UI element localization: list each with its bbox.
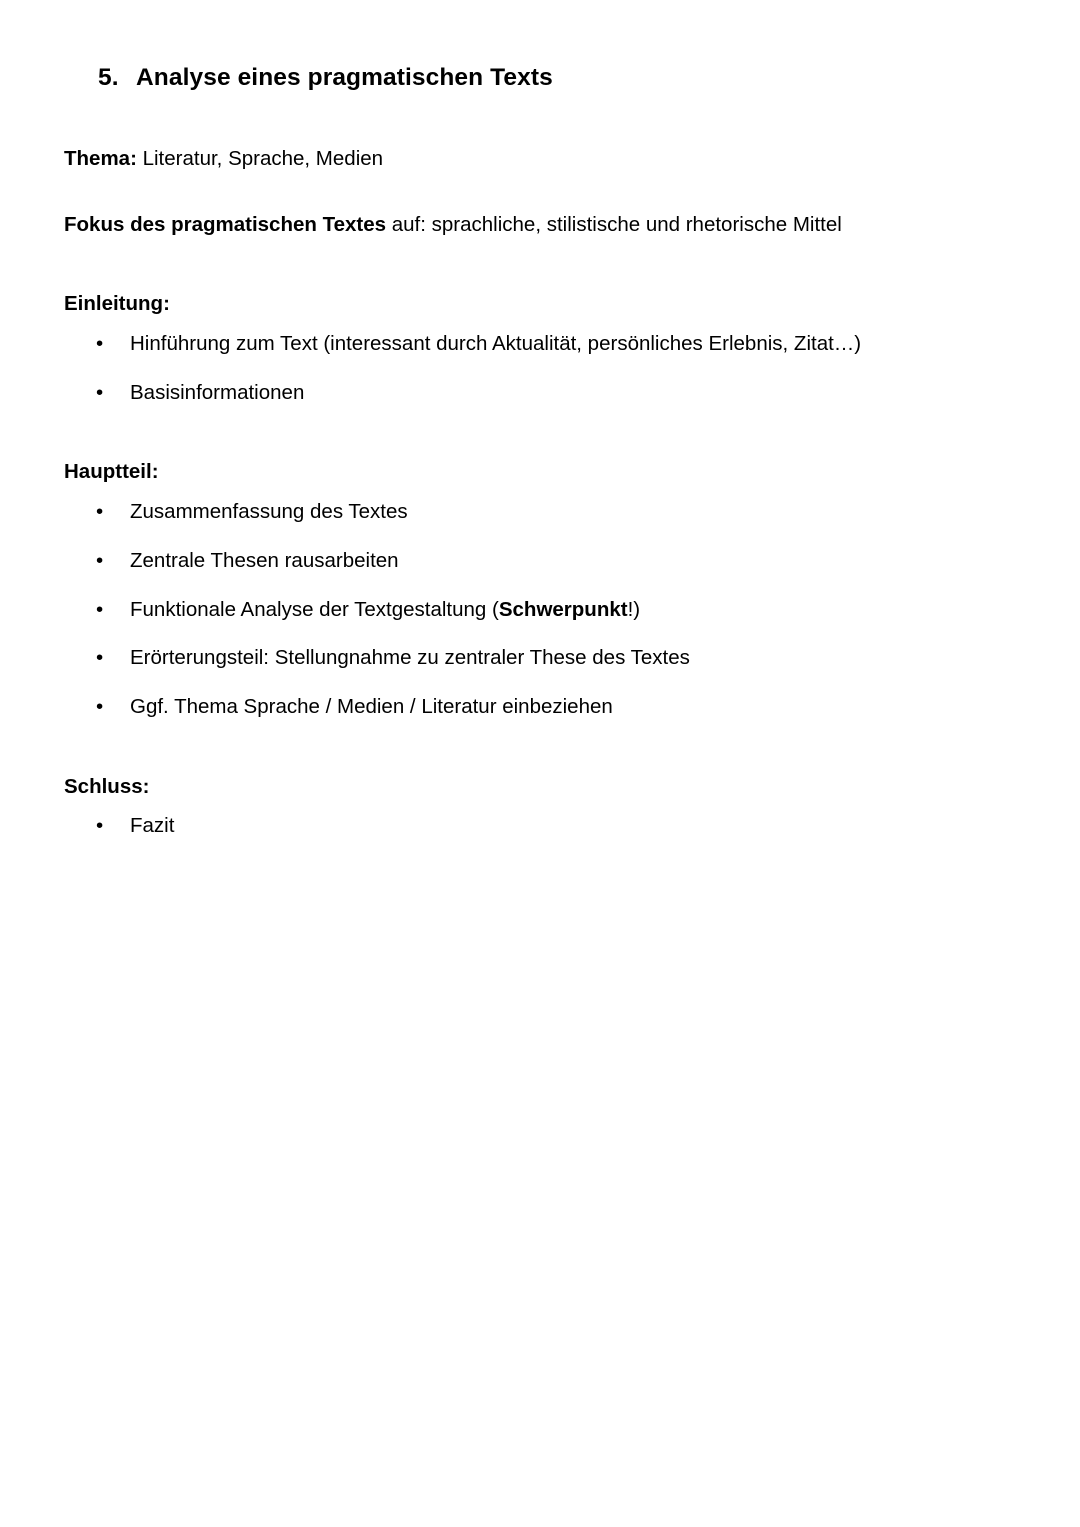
list-item-label: Ggf. Thema Sprache / Medien / Literatur einbeziehen [130, 695, 613, 719]
spacer [64, 174, 1016, 210]
section-list-schluss [64, 811, 1016, 841]
bullet-icon: • [96, 646, 104, 670]
thema-label: Thema: [64, 146, 137, 170]
bullet-icon: • [96, 597, 104, 621]
list-item-label: Fazit [130, 814, 175, 838]
section-list-einleitung [64, 329, 1016, 407]
thema-line [64, 144, 1016, 174]
list-item-emphasis-tail: !) [627, 597, 641, 621]
list-item [64, 329, 1016, 359]
section-title-einleitung: Einleitung: [64, 292, 170, 316]
list-item-label: Zentrale Thesen rausarbeiten [130, 548, 399, 572]
list-item-label: Zusammenfassung des Textes [130, 500, 408, 524]
fokus-label: Fokus des pragmatischen Textes [64, 212, 387, 236]
list-item [64, 497, 1016, 527]
bullet-icon: • [96, 380, 104, 404]
list-item-emphasis: Schwerpunkt [498, 597, 628, 621]
fokus-value: auf: sprachliche, stilistische und rhetorische Mittel [386, 212, 842, 236]
spacer [64, 407, 1016, 457]
page-title [98, 62, 1016, 94]
section-title-hauptteil: Hauptteil: [64, 460, 159, 484]
fokus-line [64, 210, 1016, 240]
list-item [64, 643, 1016, 673]
bullet-icon: • [96, 332, 104, 355]
list-item-label: Funktionale Analyse der Textgestaltung ( [130, 597, 499, 621]
spacer [64, 239, 1016, 289]
list-item-label: Basisinformationen [130, 380, 305, 404]
list-item [64, 595, 1016, 625]
section-title-schluss: Schluss: [64, 774, 150, 798]
spacer [64, 722, 1016, 772]
bullet-icon: • [96, 695, 104, 719]
bullet-icon: • [96, 500, 104, 524]
page-title-text: Analyse eines pragmatischen Texts [136, 64, 553, 91]
list-item [64, 546, 1016, 576]
spacer [64, 94, 1016, 144]
list-item-label: Erörterungsteil: Stellungnahme zu zentraler These des Textes [130, 646, 690, 670]
section-list-hauptteil [64, 497, 1016, 722]
list-item-label: Hinführung zum Text (interessant durch Aktualität, persönliches Erlebnis, Zitat…) [130, 332, 862, 355]
bullet-icon: • [96, 814, 104, 838]
list-item [64, 811, 1016, 841]
list-item [64, 692, 1016, 722]
bullet-icon: • [96, 548, 104, 572]
thema-value: Literatur, Sprache, Medien [136, 146, 384, 170]
page-title-number: 5. [98, 64, 119, 91]
list-item [64, 378, 1016, 408]
